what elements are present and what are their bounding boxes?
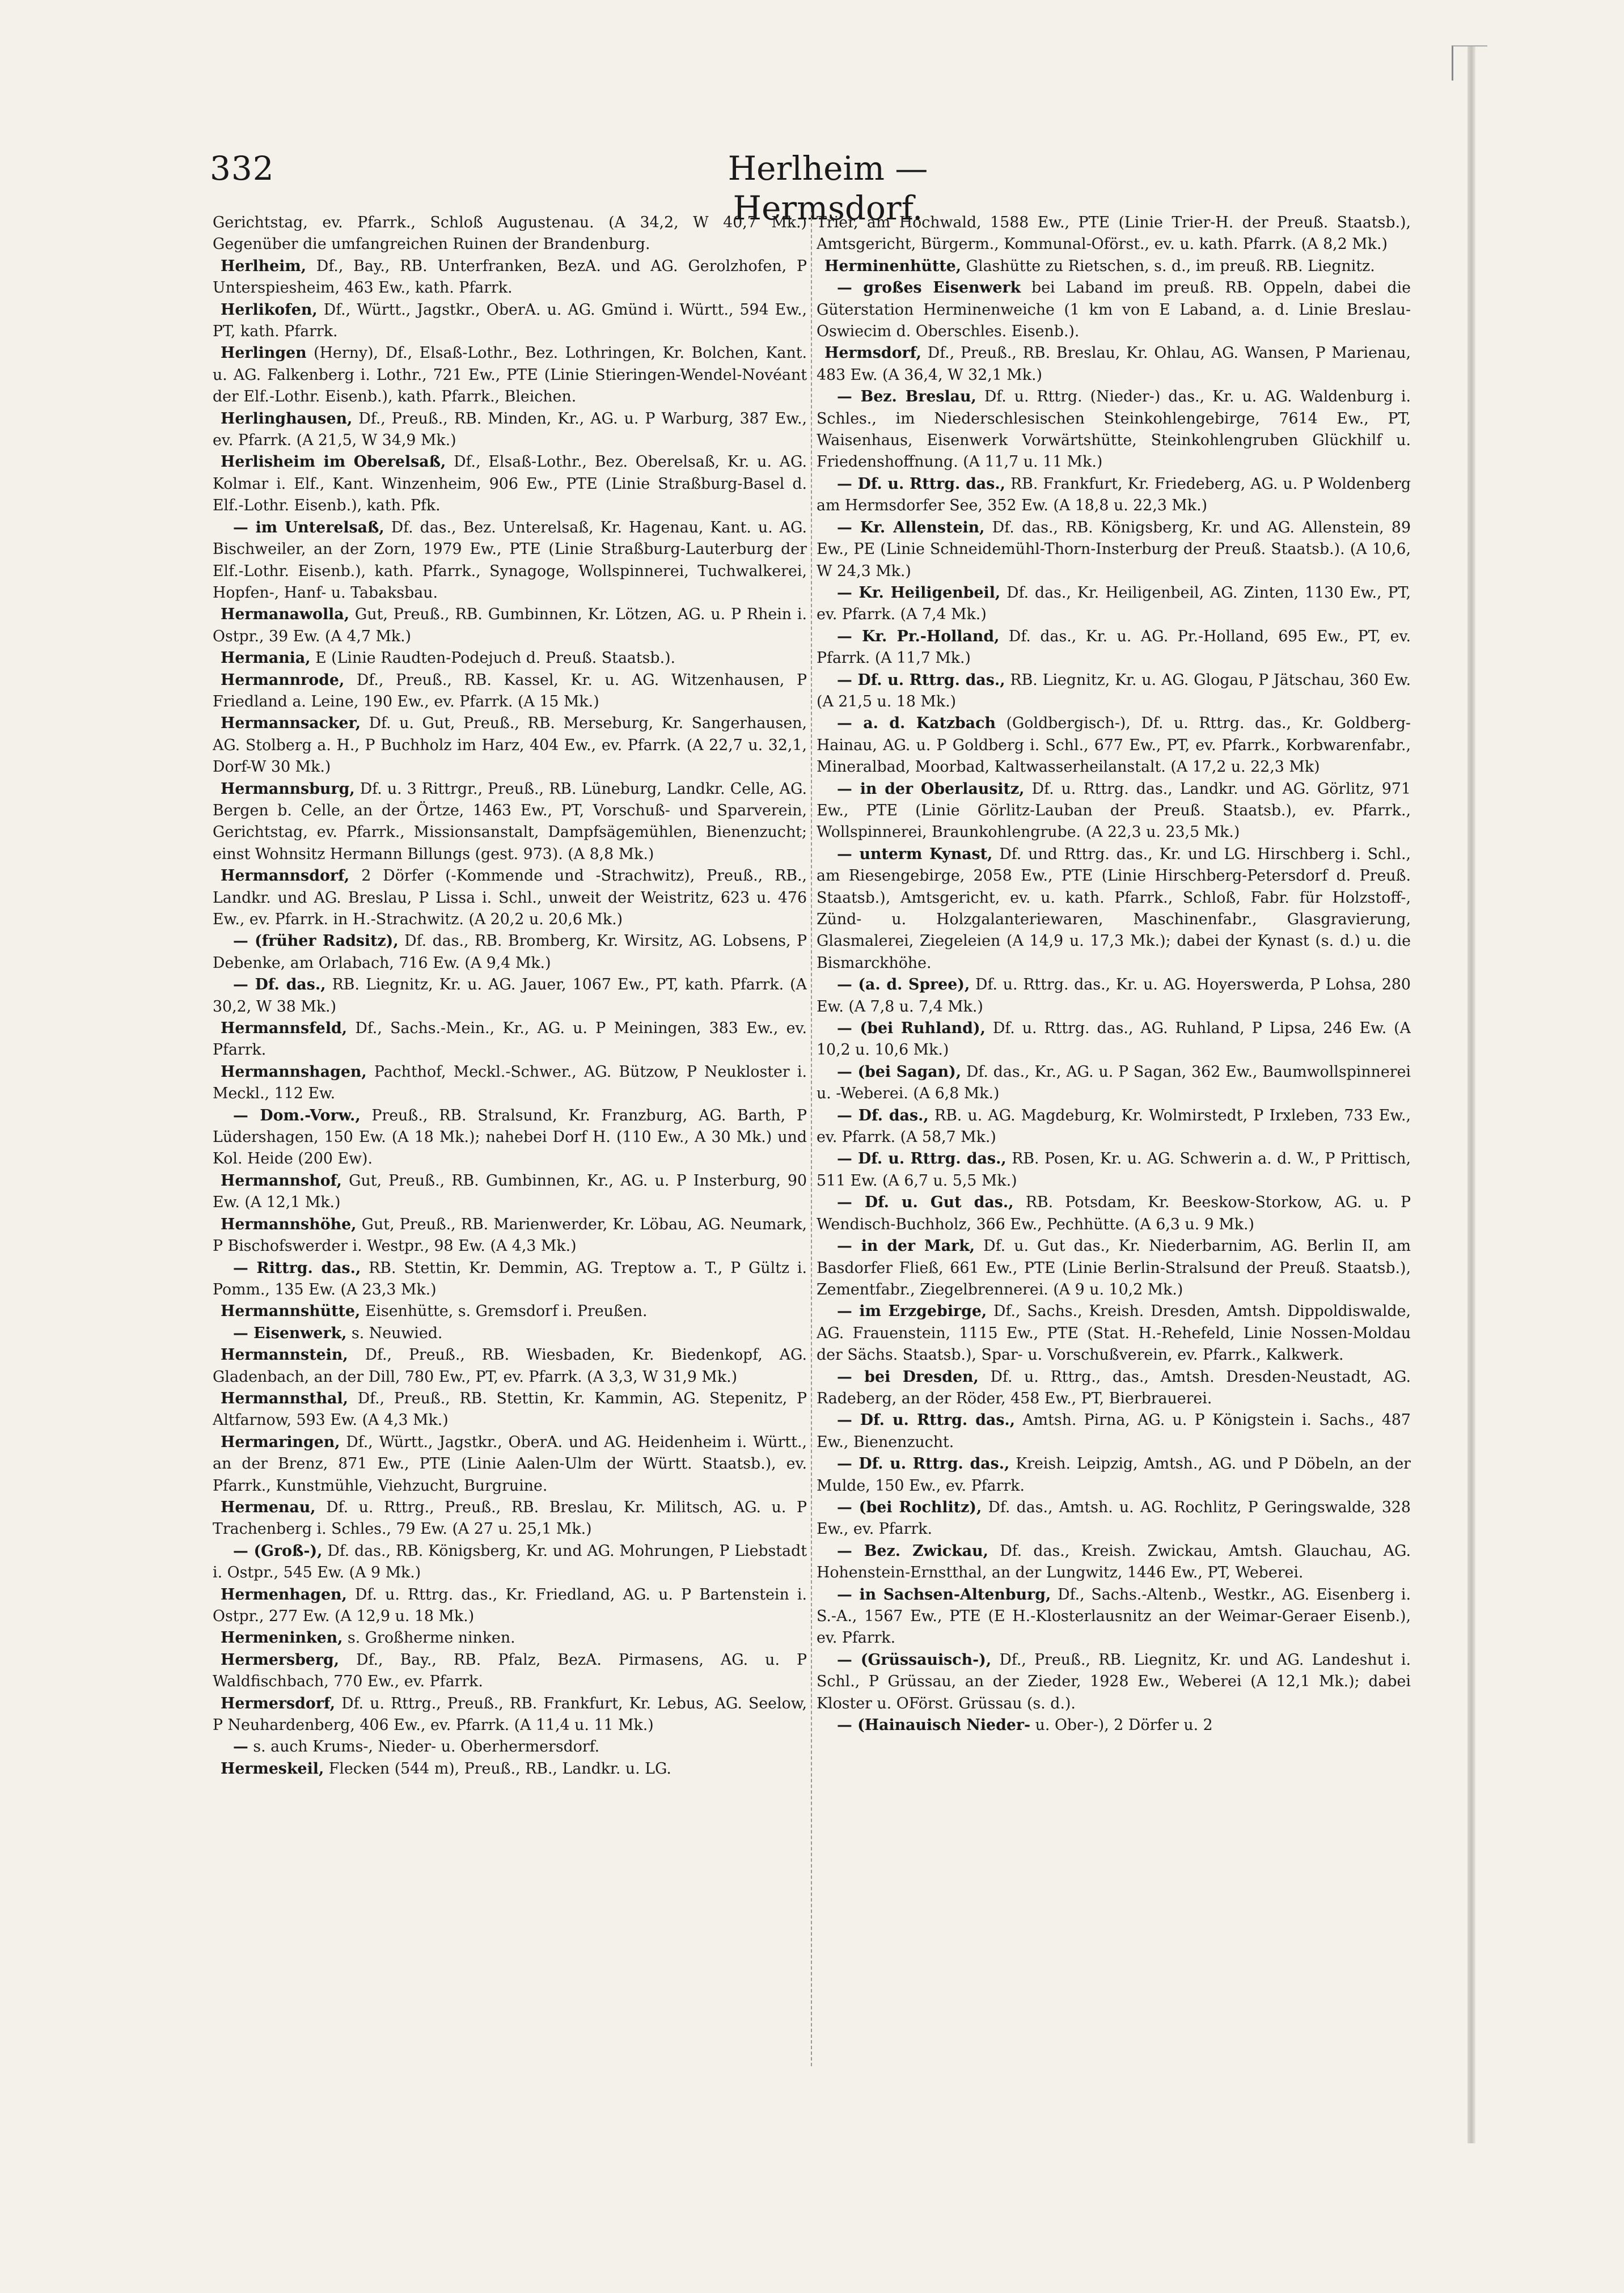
entry-text: Pachthof, Meckl.-Schwer., AG. Bützow, P Neukloster i. Meckl., 112 Ew. (213, 1063, 807, 1103)
entry-headword: — Bez. Breslau, (837, 388, 976, 406)
entry-text: Df., Bay., RB. Unterfranken, BezA. und AG. Gerolzhofen, P Unterspiesheim, 463 Ew., kath. Pfarrk. (213, 257, 807, 297)
entry-headword: Herlisheim im Oberelsaß, (221, 453, 446, 471)
dictionary-entry (213, 1432, 807, 1497)
entry-headword: — im Unterelsaß, (233, 518, 384, 536)
entry-text: Df., Preuß., RB. Breslau, Kr. Ohlau, AG. Wansen, P Marienau, 483 Ew. (A 36,4, W 32,1 Mk.) (817, 344, 1411, 384)
entry-text: E (Linie Raudten-Podejuch d. Preuß. Staatsb.). (310, 649, 676, 667)
dictionary-entry (817, 1649, 1411, 1715)
entry-text: RB. Posen, Kr. u. AG. Schwerin a. d. W., P Prittisch, 511 Ew. (A 6,7 u. 5,5 Mk.) (817, 1150, 1411, 1190)
entry-text: Df. u. Rttrg., das., Amtsh. Dresden-Neustadt, AG. Radeberg, an der Röder, 458 Ew., PT, Bierbrauerei. (817, 1368, 1411, 1407)
entry-headword: Hermenhagen, (221, 1585, 347, 1604)
entry-text: u. Ober-), 2 Dörfer u. 2 (1030, 1716, 1213, 1734)
dictionary-entry (817, 713, 1411, 778)
entry-text: Df., Sachs.-Mein., Kr., AG. u. P Meiningen, 383 Ew., ev. Pfarrk. (213, 1019, 807, 1059)
entry-headword: — (233, 1738, 248, 1756)
dictionary-entry (817, 1584, 1411, 1649)
dictionary-entry (213, 648, 807, 669)
entry-headword: Hermaringen, (221, 1433, 340, 1451)
entry-text: Df., Sachs.-Altenb., Westkr., AG. Eisenberg i. S.-A., 1567 Ew., PTE (E H.-Klosterlausnitz an der Weimar-Geraer Eisenb.), ev. Pfarrk. (817, 1585, 1411, 1647)
dictionary-entry (213, 1388, 807, 1432)
entry-headword: Herlingen (221, 344, 307, 362)
dictionary-entry (817, 1367, 1411, 1410)
entry-headword: — (Grüssauisch-), (837, 1651, 992, 1669)
entry-headword: — Df. das., (233, 976, 326, 994)
entry-text: Df., Sachs., Kreish. Dresden, Amtsh. Dippoldiswalde, AG. Frauenstein, 1115 Ew., PTE (Stat. H.-Rehefeld, Linie Nossen-Moldau der Sächs. Staatsb.), Spar- u. Vorschußverein, ev. Pfarrk., Kalkwerk. (817, 1302, 1411, 1364)
dictionary-entry (213, 1323, 807, 1344)
entry-headword: — (früher Radsitz), (233, 932, 399, 950)
entry-text: RB. Frankfurt, Kr. Friedeberg, AG. u. P Woldenberg am Hermsdorfer See, 352 Ew. (A 18,8 u. 22,3 Mk.) (817, 475, 1411, 515)
entry-headword: — Df. u. Rttrg. das., (837, 1455, 1010, 1473)
entry-headword: Hermenau, (221, 1498, 316, 1516)
entry-text: Df. das., Kr. Heiligenbeil, AG. Zinten, 1130 Ew., PT, ev. Pfarrk. (A 7,4 Mk.) (817, 583, 1411, 624)
dictionary-entry (213, 779, 807, 866)
entry-headword: — Dom.-Vorw., (233, 1106, 361, 1124)
entry-text: Gut, Preuß., RB. Gumbinnen, Kr. Lötzen, AG. u. P Rhein i. Ostpr., 39 Ew. (A 4,7 Mk.) (213, 606, 807, 645)
entry-headword: — (Hainauisch Nieder- (837, 1716, 1031, 1734)
dictionary-entry (817, 386, 1411, 473)
dictionary-entry (213, 1061, 807, 1105)
entry-headword: — Eisenwerk, (233, 1324, 347, 1342)
entry-text: RB. u. AG. Magdeburg, Kr. Wolmirstedt, P Irxleben, 733 Ew., ev. Pfarrk. (A 58,7 Mk.) (817, 1106, 1411, 1146)
entry-headword: Hermannshagen, (221, 1063, 367, 1081)
entry-text: RB. Liegnitz, Kr. u. AG. Glogau, P Jätschau, 360 Ew. (A 21,5 u. 18 Mk.) (817, 671, 1411, 710)
entry-text: Amtsh. Pirna, AG. u. P Königstein i. Sachs., 487 Ew., Bienenzucht. (817, 1411, 1411, 1451)
entry-headword: — (Groß-), (233, 1542, 323, 1560)
entry-headword: — (bei Ruhland), (837, 1019, 986, 1038)
dictionary-entry (817, 626, 1411, 670)
entry-text: Df., Preuß., RB. Liegnitz, Kr. und AG. Landeshut i. Schl., P Grüssau, an der Zieder, 1928 Ew., Weberei (A 12,1 Mk.); dabei Kloster u. OFörst. Grüssau (s. d.). (817, 1651, 1411, 1712)
entry-text: Df. das., Kr., AG. u. P Sagan, 362 Ew., Baumwollspinnerei u. -Weberei. (A 6,8 Mk.) (817, 1063, 1411, 1103)
dictionary-entry (213, 713, 807, 778)
dictionary-entry (817, 1061, 1411, 1105)
entry-text: s. auch Krums-, Nieder- u. Oberhermersdorf. (248, 1738, 600, 1756)
entry-headword: — Df. u. Rttrg. das., (837, 475, 1006, 493)
dictionary-entry (817, 582, 1411, 626)
entry-headword: Hermannsacker, (221, 714, 361, 733)
entry-text: Df., Bay., RB. Pfalz, BezA. Pirmasens, AG. u. P Waldfischbach, 770 Ew., ev. Pfarrk. (213, 1651, 807, 1691)
dictionary-entry (817, 256, 1411, 277)
right-column (817, 212, 1411, 2066)
entry-text: RB. Liegnitz, Kr. u. AG. Jauer, 1067 Ew., PT, kath. Pfarrk. (A 30,2, W 38 Mk.) (213, 976, 807, 1016)
entry-headword: Hermannsdorf, (221, 867, 350, 885)
entry-text: Df., Preuß., RB. Kassel, Kr. u. AG. Witzenhausen, P Friedland a. Leine, 190 Ew., ev. Pfarrk. (A 15 Mk.) (213, 671, 807, 710)
dictionary-entry (817, 342, 1411, 386)
entry-text: Df., Württ., Jagstkr., OberA. und AG. Heidenheim i. Württ., an der Brenz, 871 Ew., PTE (Linie Aalen-Ulm der Württ. Staatsb.), ev. Pfarrk., Kunstmühle, Viehzucht, Burgruine. (213, 1433, 807, 1495)
dictionary-entry (817, 1148, 1411, 1192)
entry-text: Df. das., Kr. u. AG. Pr.-Holland, 695 Ew., PT, ev. Pfarrk. (A 11,7 Mk.) (817, 627, 1411, 667)
entry-text: Trier, am Hochwald, 1588 Ew., PTE (Linie Trier-H. der Preuß. Staatsb.), Amtsgericht, Bürgerm., Kommunal-Oförst., ev. u. kath. Pfarrk. (A 8,2 Mk.) (817, 214, 1411, 253)
entry-headword: Hermannstein, (221, 1346, 348, 1364)
dictionary-entry (213, 1258, 807, 1301)
dictionary-entry (817, 974, 1411, 1018)
dictionary-entry (213, 930, 807, 974)
dictionary-entry (213, 1301, 807, 1322)
entry-headword: — in der Oberlausitz, (837, 780, 1025, 798)
dictionary-entry (817, 1410, 1411, 1453)
entry-text: Kreish. Leipzig, Amtsh., AG. und P Döbeln, an der Mulde, 150 Ew., ev. Pfarrk. (817, 1455, 1411, 1495)
entry-text: Df. das., RB. Königsberg, Kr. und AG. Mohrungen, P Liebstadt i. Ostpr., 545 Ew. (A 9 Mk.) (213, 1542, 807, 1582)
entry-text: Df. u. Rttrg., Preuß., RB. Frankfurt, Kr. Lebus, AG. Seelow, P Neuhardenberg, 406 Ew., ev. Pfarrk. (A 11,4 u. 11 Mk.) (213, 1694, 807, 1734)
entry-text: Df. u. Rttrg. das., AG. Ruhland, P Lipsa, 246 Ew. (A 10,2 u. 10,6 Mk.) (817, 1019, 1411, 1059)
dictionary-entry (213, 1170, 807, 1214)
entry-headword: Hermania, (221, 649, 311, 667)
entry-text: Df., Preuß., RB. Stettin, Kr. Kammin, AG. Stepenitz, P Altfarnow, 593 Ew. (A 4,3 Mk.) (213, 1389, 807, 1429)
dictionary-entry (213, 256, 807, 299)
dictionary-entry (817, 1236, 1411, 1301)
entry-headword: — Bez. Zwickau, (837, 1542, 988, 1560)
dictionary-entry (817, 1453, 1411, 1497)
entry-text: RB. Stettin, Kr. Demmin, AG. Treptow a. T., P Gültz i. Pomm., 135 Ew. (A 23,3 Mk.) (213, 1259, 807, 1298)
entry-text: Df., Preuß., RB. Wiesbaden, Kr. Biedenkopf, AG. Gladenbach, an der Dill, 780 Ew., PT, ev. Pfarrk. (A 3,3, W 31,9 Mk.) (213, 1346, 807, 1386)
dictionary-entry (213, 1018, 807, 1061)
entry-text: Df. das., RB. Königsberg, Kr. und AG. Allenstein, 89 Ew., PE (Linie Schneidemühl-Thorn-Insterburg der Preuß. Staatsb.). (A 10,6, W 24,3 Mk.) (817, 518, 1411, 580)
dictionary-entry (213, 865, 807, 930)
entry-text: Gut, Preuß., RB. Marienwerder, Kr. Löbau, AG. Neumark, P Bischofswerder i. Westpr., 98 Ew. (A 4,3 Mk.) (213, 1215, 807, 1255)
entry-headword: — a. d. Katzbach (837, 714, 996, 733)
dictionary-entry (817, 670, 1411, 713)
dictionary-entry (213, 451, 807, 517)
entry-headword: Hermanawolla, (221, 606, 350, 624)
dictionary-entry (213, 212, 807, 256)
entry-text: Glashütte zu Rietschen, s. d., im preuß. RB. Liegnitz. (961, 257, 1375, 275)
entry-headword: Hermersdorf, (221, 1694, 336, 1712)
dictionary-entry (213, 408, 807, 452)
dictionary-entry (817, 473, 1411, 517)
dictionary-entry (817, 212, 1411, 256)
entry-headword: Hermannshöhe, (221, 1215, 357, 1233)
entry-text: Df. das., RB. Bromberg, Kr. Wirsitz, AG. Lobsens, P Debenke, am Orlabach, 716 Ew. (A 9,4 Mk.) (213, 932, 807, 972)
entry-headword: — in der Mark, (837, 1237, 975, 1255)
dictionary-entry (817, 1301, 1411, 1366)
dictionary-entry (213, 1214, 807, 1258)
entry-headword: Hermannsfeld, (221, 1019, 348, 1038)
entry-text: Df. u. Gut, Preuß., RB. Merseburg, Kr. Sangerhausen, AG. Stolberg a. H., P Buchholz im Harz, 404 Ew., ev. Pfarrk. (A 22,7 u. 32,1, Dorf-W 30 Mk.) (213, 714, 807, 776)
entry-text: Df. das., Bez. Unterelsaß, Kr. Hagenau, Kant. u. AG. Bischweiler, an der Zorn, 1979 Ew., PTE (Linie Straßburg-Lauterburg der Elf.-Lothr. Eisenb.), kath. Pfarrk., Synagoge, Wollspinnerei, Tuchwalkerei, Hopfen-, Hanf- u. Tabaksbau. (213, 518, 807, 602)
entry-text: Df. das., Kreish. Zwickau, Amtsh. Glauchau, AG. Hohenstein-Ernstthal, an der Lungwitz, 1446 Ew., PT, Weberei. (817, 1542, 1411, 1582)
entry-text: 2 Dörfer (-Kommende und -Strachwitz), Preuß., RB., Landkr. und AG. Breslau, P Lissa i. Schl., unweit der Weistritz, 623 u. 476 Ew., ev. Pfarrk. in H.-Strachwitz. (A 20,2 u. 20,6 Mk.) (213, 867, 807, 928)
entry-headword: — Kr. Allenstein, (837, 518, 985, 536)
entry-text: (Goldbergisch-), Df. u. Rttrg. das., Kr. Goldberg-Hainau, AG. u. P Goldberg i. Schl., 677 Ew., PT, ev. Pfarrk., Korbwarenfabr., Mineralbad, Moorbad, Kaltwasserheilanstalt. (A 17,2 u. 22,3 Mk) (817, 714, 1411, 776)
dictionary-entry (213, 517, 807, 604)
entry-headword: — Kr. Pr.-Holland, (837, 627, 1000, 645)
dictionary-entry (213, 342, 807, 408)
dictionary-entry (213, 1105, 807, 1170)
entry-headword: — Kr. Heiligenbeil, (837, 583, 1001, 602)
dictionary-entry (817, 1018, 1411, 1061)
entry-headword: — in Sachsen-Altenburg, (837, 1585, 1051, 1604)
entry-text: Df., Württ., Jagstkr., OberA. u. AG. Gmünd i. Württ., 594 Ew., PT, kath. Pfarrk. (213, 301, 807, 341)
left-column (213, 212, 807, 2066)
entry-text: Df. und Rttrg. das., Kr. und LG. Hirschberg i. Schl., am Riesengebirge, 2058 Ew., PTE (Linie Hirschberg-Petersdorf d. Preuß. Staatsb.), Amtsgericht, ev. u. kath. Pfarrk., Schloß, Fabr. für Holzstoff-, Zünd- u. Holzgalanteriewaren, Maschinenfabr., Glasgravierung, Glasmalerei, Ziegeleien (A 14,9 u. 17,3 Mk.); dabei der Kynast (s. d.) u. die Bismarckhöhe. (817, 845, 1411, 972)
entry-text: Gut, Preuß., RB. Gumbinnen, Kr., AG. u. P Insterburg, 90 Ew. (A 12,1 Mk.) (213, 1171, 807, 1212)
entry-headword: — Df. u. Gut das., (837, 1194, 1014, 1212)
entry-text: s. Neuwied. (346, 1324, 443, 1342)
entry-text: Df. u. Rttrg., Preuß., RB. Breslau, Kr. Militsch, AG. u. P Trachenberg i. Schles., 79 Ew. (A 27 u. 25,1 Mk.) (213, 1498, 807, 1538)
entry-headword: Hermersberg, (221, 1651, 340, 1669)
entry-headword: Herlheim, (221, 257, 307, 275)
page-title: Herlheim — Hermsdorf. (728, 149, 928, 227)
dictionary-entry (817, 277, 1411, 342)
entry-text: Df. u. Rttrg. das., Landkr. und AG. Görlitz, 971 Ew., PTE (Linie Görlitz-Lauban der Preuß. Staatsb.), ev. Pfarrk., Wollspinnerei, Braunkohlengrube. (A 22,3 u. 23,5 Mk.) (817, 780, 1411, 841)
entry-headword: — im Erzgebirge, (837, 1302, 987, 1321)
entry-text: Df. u. Rttrg. das., Kr. u. AG. Hoyerswerda, P Lohsa, 280 Ew. (A 7,8 u. 7,4 Mk.) (817, 976, 1411, 1016)
entry-headword: — (a. d. Spree), (837, 976, 970, 994)
entry-text: Df. u. Gut das., Kr. Niederbarnim, AG. Berlin II, am Basdorfer Fließ, 661 Ew., PTE (Linie Berlin-Stralsund der Preuß. Staatsb.), Zementfabr., Ziegelbrennerei. (A 9 u. 10,2 Mk.) (817, 1237, 1411, 1298)
entry-headword: — Df. u. Rttrg. das., (837, 671, 1005, 689)
dictionary-entry (213, 1693, 807, 1737)
dictionary-entry (213, 1344, 807, 1388)
dictionary-entry (817, 1192, 1411, 1236)
entry-headword: Herlikofen, (221, 301, 318, 319)
entry-headword: — großes Eisenwerk (837, 279, 1021, 297)
dictionary-entry (213, 1736, 807, 1758)
entry-text: RB. Potsdam, Kr. Beeskow-Storkow, AG. u. P Wendisch-Buchholz, 366 Ew., Pechhütte. (A 6,3 u. 9 Mk.) (817, 1194, 1411, 1233)
entry-text: Df., Preuß., RB. Minden, Kr., AG. u. P Warburg, 387 Ew., ev. Pfarrk. (A 21,5, W 34,9 Mk.) (213, 409, 807, 450)
entry-headword: Hermannrode, (221, 671, 345, 689)
dictionary-entry (213, 1758, 807, 1780)
entry-headword: — Df. u. Rttrg. das., (837, 1150, 1006, 1168)
entry-text: Eisenhütte, s. Gremsdorf i. Preußen. (360, 1302, 648, 1321)
entry-headword: Hermannsthal, (221, 1389, 348, 1407)
entry-headword: — bei Dresden, (837, 1368, 979, 1386)
entry-headword: Hermannshütte, (221, 1302, 361, 1321)
entry-headword: Herlinghausen, (221, 409, 353, 428)
dictionary-entry (817, 1541, 1411, 1584)
entry-headword: Hermannsburg, (221, 780, 355, 798)
dictionary-entry (817, 1497, 1411, 1541)
entry-text: Df. u. Rttrg. das., Kr. Friedland, AG. u. P Bartenstein i. Ostpr., 277 Ew. (A 12,9 u. 18 Mk.) (213, 1585, 807, 1625)
entry-text: Df. u. 3 Rittrgr., Preuß., RB. Lüneburg, Landkr. Celle, AG. Bergen b. Celle, an der Örtze, 1463 Ew., PT, Vorschuß- und Sparverein, Gerichtstag, ev. Pfarrk., Missionsanstalt, Dampfsägemühlen, Bienenzucht; einst Wohnsitz Hermann Billungs (gest. 973). (A 8,8 Mk.) (213, 780, 807, 863)
entry-headword: — Df. u. Rttrg. das., (837, 1411, 1016, 1429)
entry-headword: Herminenhütte, (824, 257, 962, 275)
dictionary-entry (213, 1627, 807, 1649)
entry-headword: — Rittrg. das., (233, 1259, 361, 1277)
dictionary-entry (817, 517, 1411, 582)
entry-headword: — (bei Rochlitz), (837, 1498, 982, 1516)
column-divider (811, 212, 812, 2066)
dictionary-entry (213, 1649, 807, 1693)
entry-headword: Hermeskeil, (221, 1759, 324, 1778)
dictionary-entry (213, 670, 807, 713)
dictionary-entry (817, 844, 1411, 974)
dictionary-entry (213, 299, 807, 343)
entry-text: Df., Elsaß-Lothr., Bez. Oberelsaß, Kr. u. AG. Kolmar i. Elf., Kant. Winzenheim, 906 Ew., PTE (Linie Straßburg-Basel d. Elf.-Lothr. Eisenb.), kath. Pfk. (213, 453, 807, 515)
dictionary-entry (213, 1584, 807, 1628)
dictionary-entry (213, 974, 807, 1018)
dictionary-entry (817, 1105, 1411, 1149)
entry-text: bei Laband im preuß. RB. Oppeln, dabei die Güterstation Herminenweiche (1 km von E Laband, a. d. Linie Breslau-Oswiecim d. Oberschles. Eisenb.). (817, 279, 1411, 341)
page-number: 332 (210, 149, 274, 188)
entry-headword: Hermannshof, (221, 1171, 342, 1190)
entry-headword: — Df. das., (837, 1106, 929, 1124)
entry-text: Preuß., RB. Stralsund, Kr. Franzburg, AG. Barth, P Lüdershagen, 150 Ew. (A 18 Mk.); nahebei Dorf H. (110 Ew., A 30 Mk.) und Kol. Heide (200 Ew). (213, 1106, 807, 1168)
entry-text: Df. das., Amtsh. u. AG. Rochlitz, P Geringswalde, 328 Ew., ev. Pfarrk. (817, 1498, 1411, 1538)
dictionary-entry (817, 1715, 1411, 1736)
binding-edge (1467, 45, 1475, 2143)
entry-headword: — unterm Kynast, (837, 845, 993, 863)
dictionary-entry (213, 604, 807, 648)
entry-text: Flecken (544 m), Preuß., RB., Landkr. u. LG. (324, 1759, 671, 1778)
dictionary-entry (213, 1541, 807, 1584)
entry-text: Gerichtstag, ev. Pfarrk., Schloß Augustenau. (A 34,2, W 40,7 Mk.) Gegenüber die umfangreichen Ruinen der Brandenburg. (213, 214, 807, 253)
entry-text: s. Großherme ninken. (342, 1629, 515, 1647)
binding-tab-mark (1452, 45, 1487, 81)
entry-headword: — (bei Sagan), (837, 1063, 962, 1081)
entry-headword: Hermsdorf, (824, 344, 921, 362)
entry-text: Df. u. Rttrg. (Nieder-) das., Kr. u. AG. Waldenburg i. Schles., im Niederschlesischen Steinkohlengebirge, 7614 Ew., PT, Waisenhaus, Eisenwerk Vorwärtshütte, Steinkohlengruben Glückhilf u. Friedenshoffnung. (A 11,7 u. 11 Mk.) (817, 388, 1411, 471)
entry-text: (Herny), Df., Elsaß-Lothr., Bez. Lothringen, Kr. Bolchen, Kant. u. AG. Falkenberg i. Lothr., 721 Ew., PTE (Linie Stieringen-Wendel-Novéant der Elf.-Lothr. Eisenb.), kath. Pfarrk., Bleichen. (213, 344, 807, 406)
dictionary-entry (213, 1497, 807, 1541)
entry-headword: Hermeninken, (221, 1629, 343, 1647)
dictionary-entry (817, 779, 1411, 844)
